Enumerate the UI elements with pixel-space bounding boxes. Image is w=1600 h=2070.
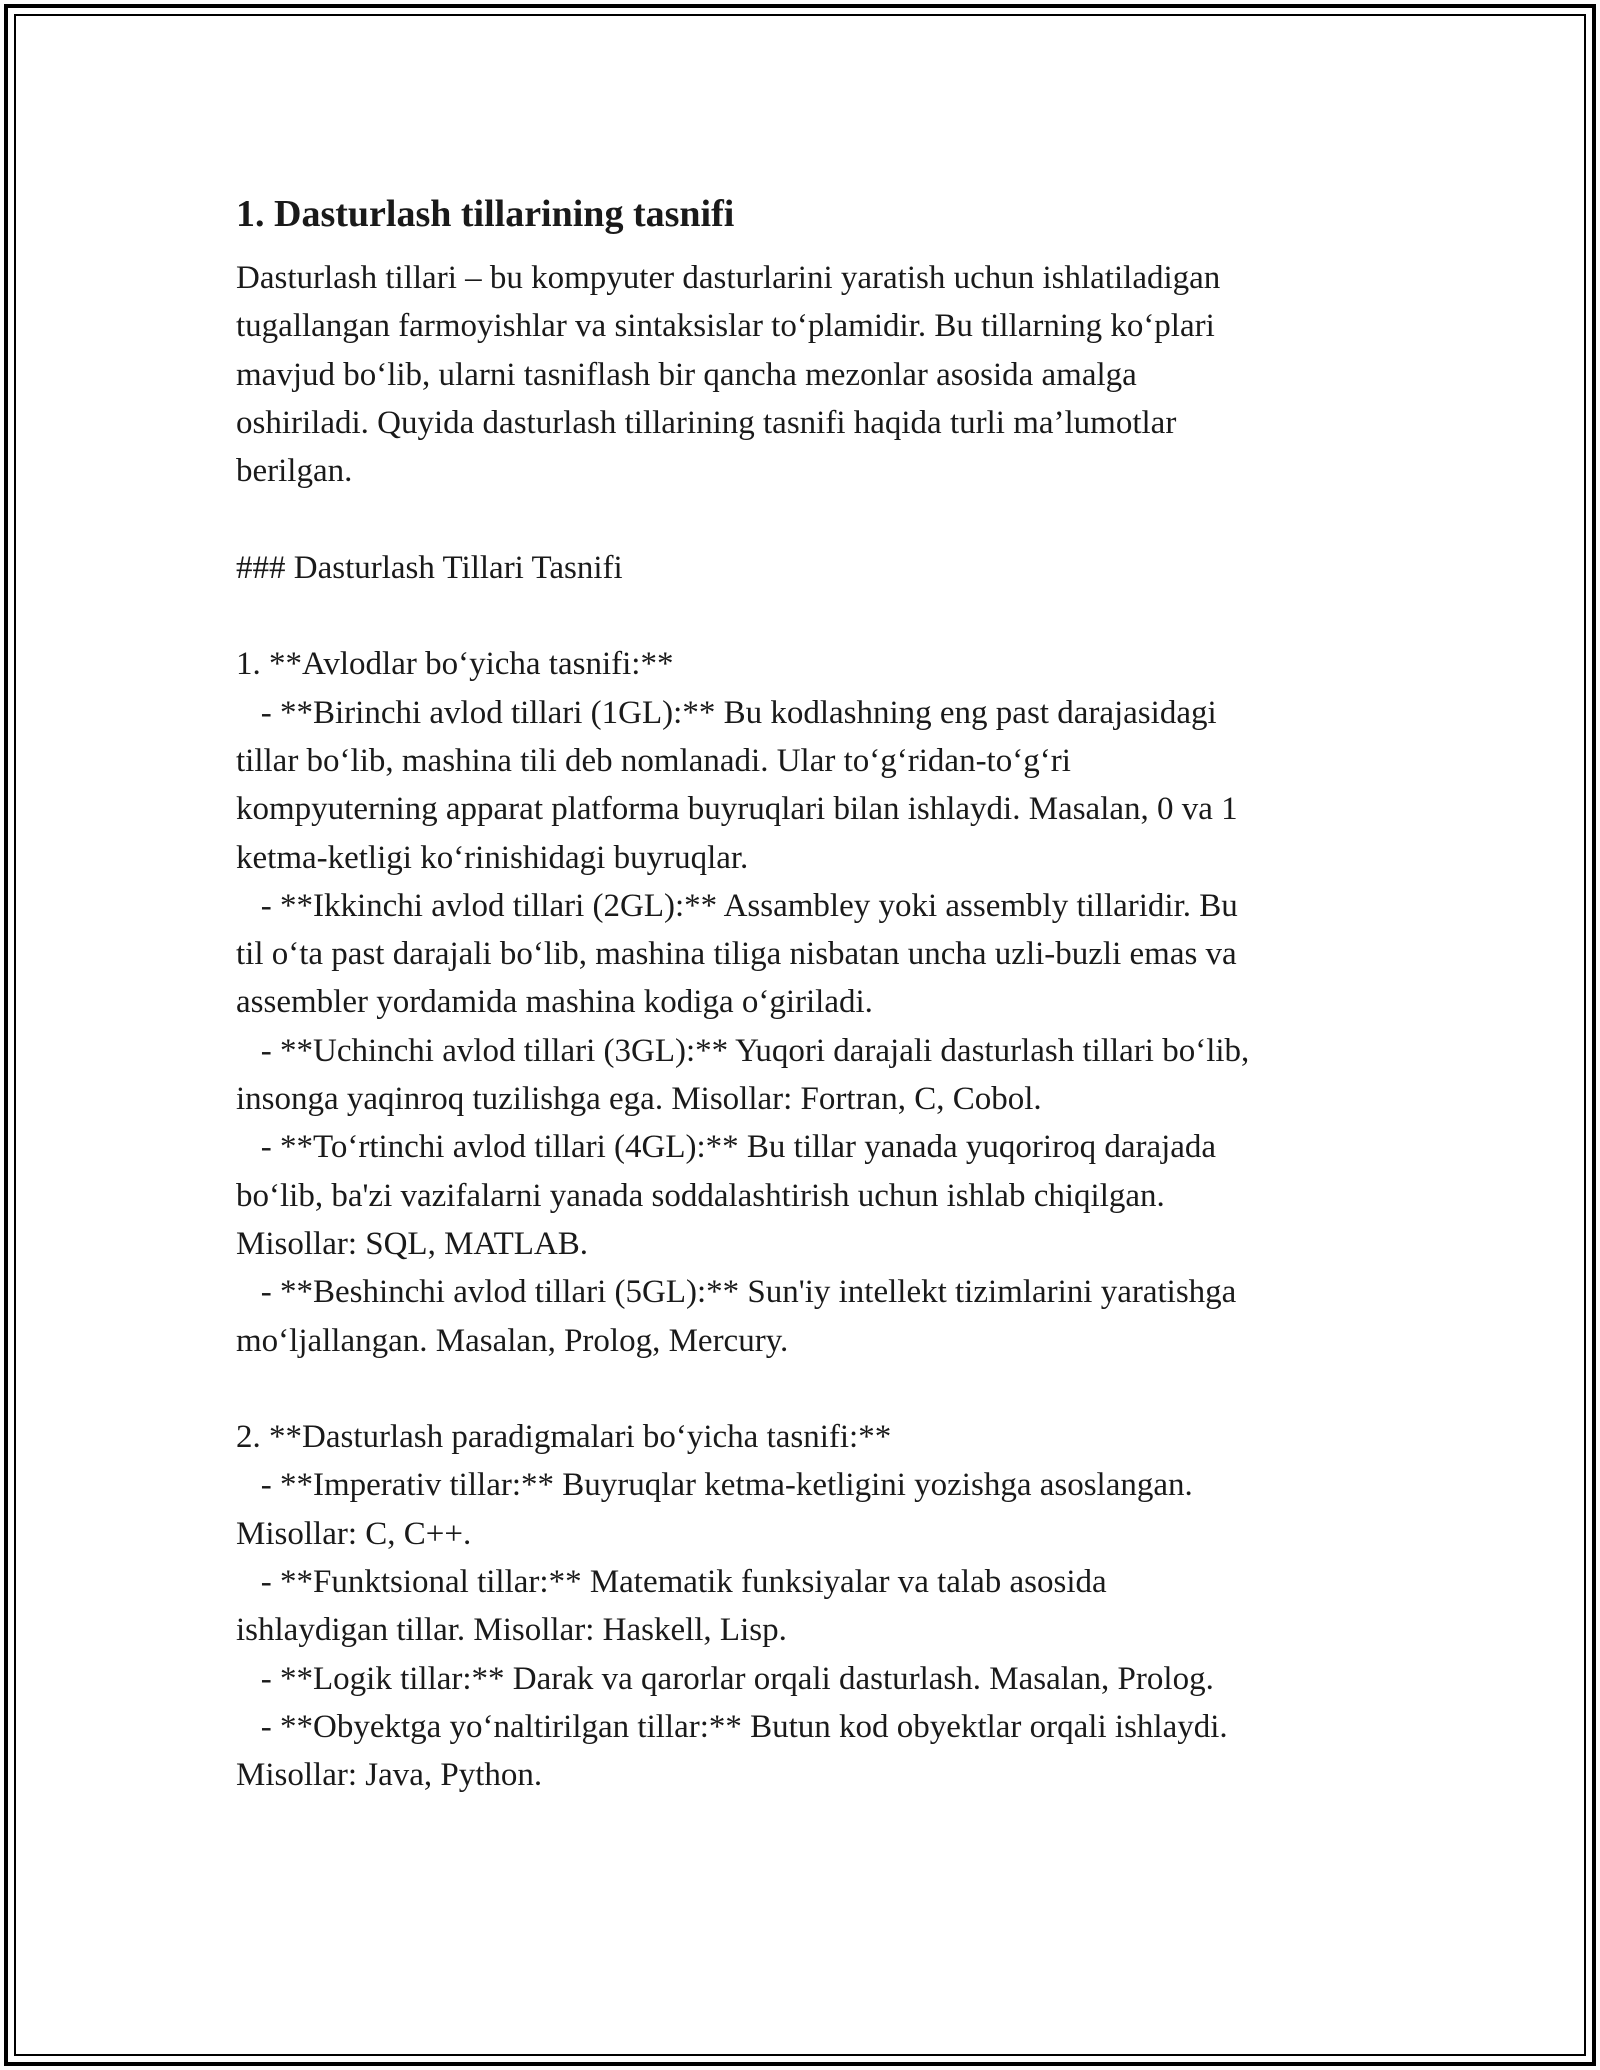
text-line: mo‘ljallangan. Masalan, Prolog, Mercury.	[236, 1322, 789, 1359]
document-body	[236, 182, 1376, 1800]
list-item: - **Obyektga yo‘naltirilgan tillar:** Butun kod obyektlar orqali ishlaydi.	[236, 1708, 1228, 1745]
text-line: kompyuterning apparat platforma buyruqlari bilan ishlaydi. Masalan, 0 va 1	[236, 791, 1238, 828]
list-heading: 1. **Avlodlar bo‘yicha tasnifi:**	[236, 646, 674, 683]
text-line: assembler yordamida mashina kodiga o‘giriladi.	[236, 984, 873, 1021]
intro-paragraph	[236, 254, 1376, 1800]
text-line: Dasturlash tillari – bu kompyuter dasturlarini yaratish uchun ishlatiladigan	[236, 260, 1221, 296]
text-line: berilgan.	[236, 453, 353, 490]
list-item: - **Ikkinchi avlod tillari (2GL):** Assambley yoki assembly tillaridir. Bu	[236, 887, 1238, 924]
blank-line	[236, 1365, 1376, 1413]
text-line: insonga yaqinroq tuzilishga ega. Misollar: Fortran, C, Cobol.	[236, 1081, 1042, 1118]
text-line: mavjud bo‘lib, ularni tasniflash bir qancha mezonlar asosida amalga	[236, 356, 1137, 393]
list-item: - **Imperativ tillar:** Buyruqlar ketma-ketligini yozishga asoslangan.	[236, 1467, 1193, 1504]
text-line: tillar bo‘lib, mashina tili deb nomlanadi. Ular to‘g‘ridan-to‘g‘ri	[236, 742, 1071, 779]
list-item: - **Birinchi avlod tillari (1GL):** Bu kodlashning eng past darajasidagi	[236, 694, 1217, 731]
text-line: Misollar: C, C++.	[236, 1515, 472, 1552]
list-item: - **Logik tillar:** Darak va qarorlar orqali dasturlash. Masalan, Prolog.	[236, 1660, 1214, 1697]
text-line: ketma-ketligi ko‘rinishidagi buyruqlar.	[236, 839, 749, 876]
text-line: Misollar: SQL, MATLAB.	[236, 1225, 589, 1262]
text-line: Misollar: Java, Python.	[236, 1757, 543, 1794]
list-item: - **Uchinchi avlod tillari (3GL):** Yuqori darajali dasturlash tillari bo‘lib,	[236, 1032, 1250, 1069]
blank-line	[236, 495, 1376, 543]
document-title: 1. Dasturlash tillarining tasnifi	[236, 193, 735, 235]
list-item: - **To‘rtinchi avlod tillari (4GL):** Bu tillar yanada yuqoriroq darajada	[236, 1129, 1217, 1166]
text-line: til o‘ta past darajali bo‘lib, mashina tiliga nisbatan uncha uzli-buzli emas va	[236, 936, 1237, 973]
list-item: - **Funktsional tillar:** Matematik funksiyalar va talab asosida	[236, 1564, 1107, 1601]
list-item: - **Beshinchi avlod tillari (5GL):** Sun'iy intellekt tizimlarini yaratishga	[236, 1274, 1237, 1311]
text-line: ishlaydigan tillar. Misollar: Haskell, Lisp.	[236, 1612, 787, 1649]
text-line: oshiriladi. Quyida dasturlash tillarining tasnifi haqida turli ma’lumotlar	[236, 404, 1177, 441]
list-heading: 2. **Dasturlash paradigmalari bo‘yicha tasnifi:**	[236, 1419, 892, 1456]
blank-line	[236, 592, 1376, 640]
text-line: tugallangan farmoyishlar va sintaksislar to‘plamidir. Bu tillarning ko‘plari	[236, 308, 1215, 345]
section-subheading: ### Dasturlash Tillari Tasnifi	[236, 549, 623, 586]
text-line: bo‘lib, ba'zi vazifalarni yanada soddalashtirish uchun ishlab chiqilgan.	[236, 1177, 1165, 1214]
